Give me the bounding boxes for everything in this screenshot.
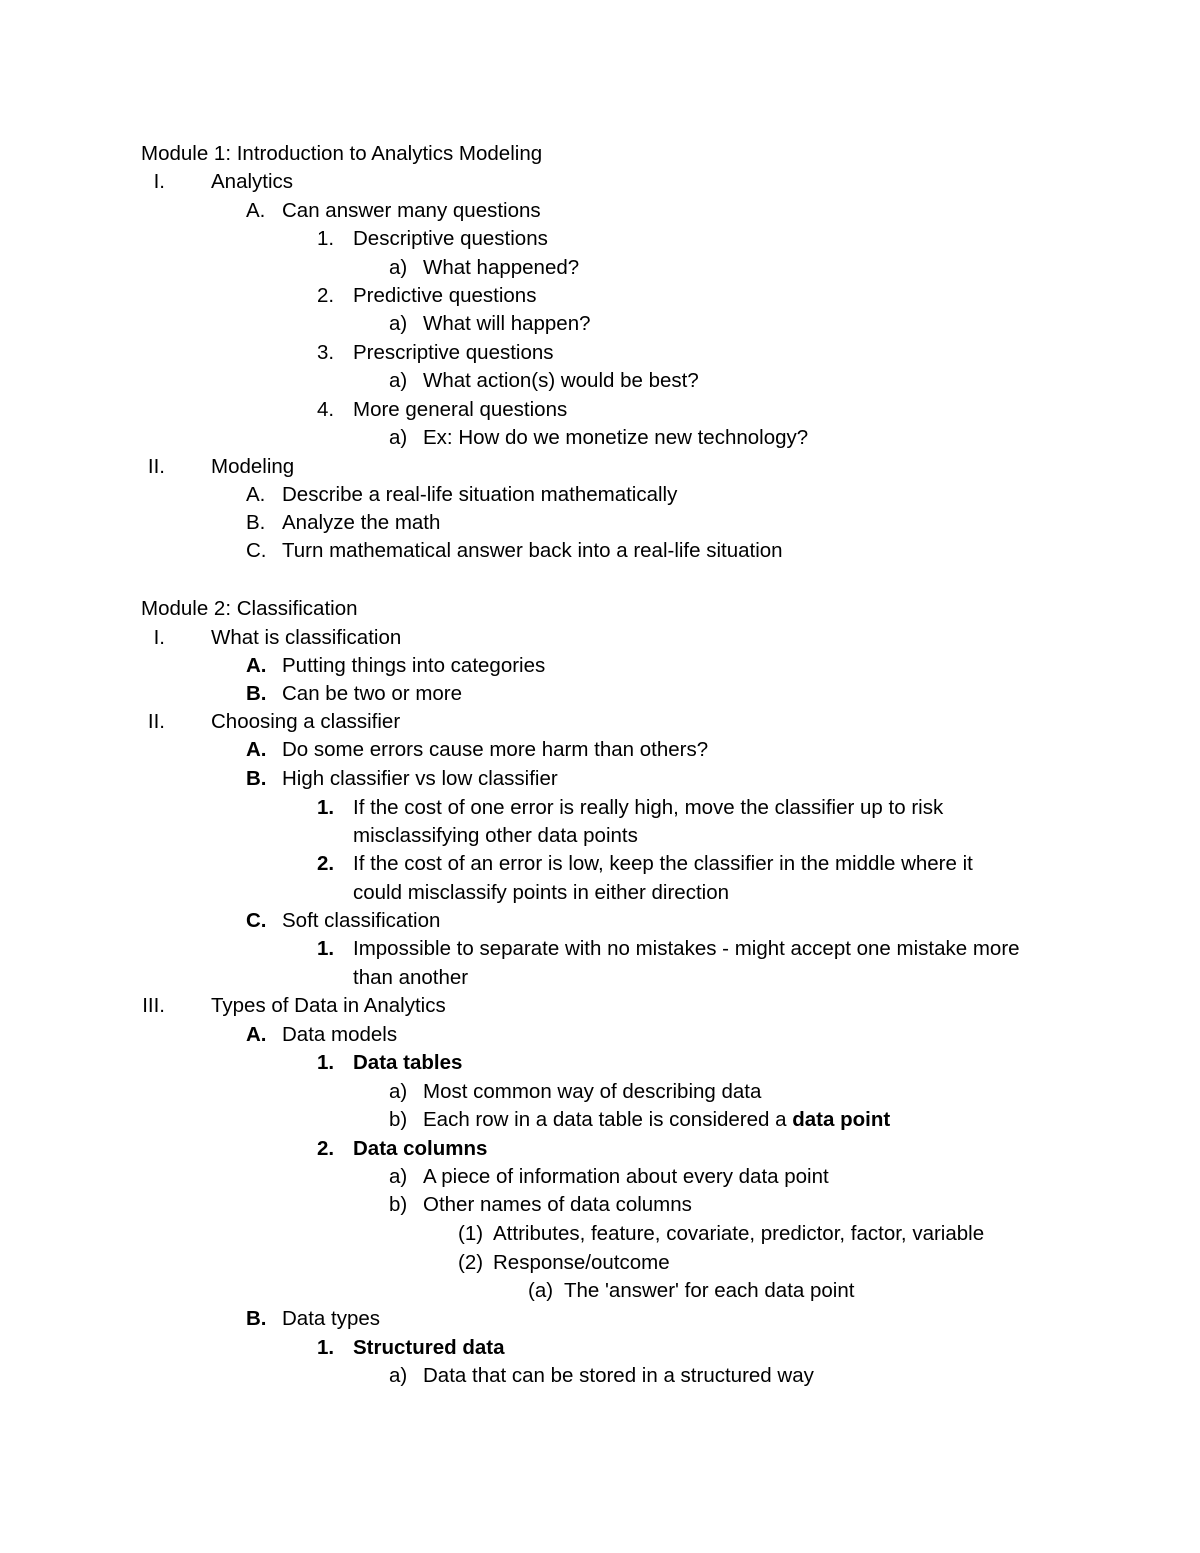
item-marker: a) bbox=[389, 1165, 408, 1188]
item-text: Response/outcome bbox=[493, 1251, 670, 1274]
item-text: Most common way of describing data bbox=[423, 1080, 762, 1103]
item-marker: (1) bbox=[458, 1222, 484, 1245]
outline-item bbox=[317, 398, 567, 422]
item-text: Data that can be stored in a structured way bbox=[423, 1364, 814, 1387]
item-marker: a) bbox=[389, 426, 408, 449]
item-text: Data tables bbox=[353, 1051, 463, 1074]
item-marker: C. bbox=[246, 909, 267, 932]
outline-item bbox=[317, 1336, 505, 1360]
item-text-bold: data point bbox=[792, 1108, 891, 1131]
outline-item bbox=[389, 312, 591, 336]
item-text: Impossible to separate with no mistakes - might accept one mistake more bbox=[353, 937, 1020, 960]
item-text: If the cost of an error is low, keep the classifier in the middle where it bbox=[353, 852, 973, 875]
item-text: What is classification bbox=[211, 626, 402, 649]
outline-item bbox=[246, 483, 677, 507]
outline-item bbox=[141, 455, 294, 479]
item-marker: 2. bbox=[317, 1137, 335, 1160]
outline-item bbox=[317, 1137, 487, 1161]
item-text: Soft classification bbox=[282, 909, 441, 932]
outline-item bbox=[317, 796, 943, 820]
item-marker: A. bbox=[246, 654, 267, 677]
item-text: Do some errors cause more harm than others? bbox=[282, 738, 709, 761]
item-text-continued: misclassifying other data points bbox=[353, 824, 638, 847]
outline-item bbox=[246, 1307, 380, 1331]
item-text: Modeling bbox=[211, 455, 295, 478]
outline-item bbox=[246, 738, 708, 762]
item-text: High classifier vs low classifier bbox=[282, 767, 558, 790]
item-text: What happened? bbox=[423, 256, 580, 279]
item-marker: 1. bbox=[317, 796, 335, 819]
outline-item bbox=[528, 1279, 854, 1303]
outline-item bbox=[389, 369, 699, 393]
item-text-continued: than another bbox=[353, 966, 469, 989]
item-marker: III. bbox=[142, 994, 165, 1017]
item-marker: A. bbox=[246, 1023, 267, 1046]
item-text: Choosing a classifier bbox=[211, 710, 401, 733]
item-text: Ex: How do we monetize new technology? bbox=[423, 426, 809, 449]
item-marker: a) bbox=[389, 1080, 408, 1103]
item-marker: a) bbox=[389, 369, 408, 392]
outline-item bbox=[389, 1108, 890, 1132]
item-text: Data types bbox=[282, 1307, 380, 1330]
outline-item bbox=[317, 1051, 462, 1075]
item-marker: (a) bbox=[528, 1279, 554, 1302]
item-text: Putting things into categories bbox=[282, 654, 546, 677]
item-marker: A. bbox=[246, 199, 266, 222]
outline-item bbox=[317, 852, 973, 876]
item-marker: 2. bbox=[317, 284, 335, 307]
item-text: More general questions bbox=[353, 398, 568, 421]
outline-item bbox=[246, 199, 541, 223]
outline-item bbox=[141, 994, 446, 1018]
outline-item bbox=[389, 1364, 814, 1388]
outline-item bbox=[389, 1165, 829, 1189]
item-marker: 3. bbox=[317, 341, 335, 364]
outline-item bbox=[141, 626, 401, 650]
item-marker: a) bbox=[389, 312, 408, 335]
item-text: What will happen? bbox=[423, 312, 591, 335]
item-marker: II. bbox=[147, 455, 165, 478]
item-text: A piece of information about every data point bbox=[423, 1165, 829, 1188]
outline-item bbox=[246, 767, 558, 791]
item-text: Can answer many questions bbox=[282, 199, 541, 222]
item-text: Types of Data in Analytics bbox=[211, 994, 446, 1017]
item-text: Describe a real-life situation mathematically bbox=[282, 483, 678, 506]
outline-item bbox=[389, 1080, 761, 1104]
outline-item bbox=[141, 170, 293, 194]
item-marker: I. bbox=[153, 170, 165, 193]
outline-item bbox=[389, 1193, 692, 1217]
item-marker: 4. bbox=[317, 398, 335, 421]
outline-item bbox=[458, 1251, 670, 1275]
item-marker: b) bbox=[389, 1108, 408, 1131]
item-text-plain: Each row in a data table is considered a bbox=[423, 1108, 793, 1131]
item-text: The 'answer' for each data point bbox=[564, 1279, 855, 1302]
item-text: Predictive questions bbox=[353, 284, 537, 307]
item-marker: 1. bbox=[317, 1336, 335, 1359]
outline-item bbox=[458, 1222, 984, 1246]
item-marker: a) bbox=[389, 1364, 408, 1387]
item-marker: (2) bbox=[458, 1251, 484, 1274]
item-text: Data models bbox=[282, 1023, 398, 1046]
module-2-title: Module 2: Classification bbox=[141, 597, 358, 620]
item-text: Analyze the math bbox=[282, 511, 441, 534]
item-text: Structured data bbox=[353, 1336, 505, 1359]
item-marker: B. bbox=[246, 1307, 267, 1330]
outline-item bbox=[389, 426, 808, 450]
outline-item bbox=[317, 341, 554, 365]
item-marker: B. bbox=[246, 511, 266, 534]
item-text: Descriptive questions bbox=[353, 227, 548, 250]
module-1-title: Module 1: Introduction to Analytics Modeling bbox=[141, 142, 543, 165]
item-text: Other names of data columns bbox=[423, 1193, 692, 1216]
item-text: Analytics bbox=[211, 170, 294, 193]
item-text: Turn mathematical answer back into a real-life situation bbox=[282, 539, 783, 562]
item-marker: 1. bbox=[317, 227, 335, 250]
item-text bbox=[423, 1108, 890, 1132]
item-marker: 2. bbox=[317, 852, 335, 875]
item-marker: B. bbox=[246, 682, 267, 705]
outline-item bbox=[246, 539, 783, 563]
outline-item bbox=[389, 256, 579, 280]
item-marker: a) bbox=[389, 256, 408, 279]
item-text: What action(s) would be best? bbox=[423, 369, 699, 392]
item-marker: C. bbox=[246, 539, 267, 562]
item-text: Data columns bbox=[353, 1137, 488, 1160]
item-text: Prescriptive questions bbox=[353, 341, 554, 364]
item-marker: I. bbox=[153, 626, 165, 649]
item-marker: II. bbox=[147, 710, 165, 733]
item-text: Can be two or more bbox=[282, 682, 463, 705]
item-marker: B. bbox=[246, 767, 267, 790]
item-text: Attributes, feature, covariate, predictor, factor, variable bbox=[493, 1222, 985, 1245]
outline-item bbox=[246, 682, 462, 706]
outline-item bbox=[317, 227, 548, 251]
item-text: If the cost of one error is really high, move the classifier up to risk bbox=[353, 796, 944, 819]
outline-item bbox=[141, 710, 400, 734]
item-marker: b) bbox=[389, 1193, 408, 1216]
outline-item bbox=[246, 511, 440, 535]
outline-item bbox=[317, 937, 1020, 961]
outline-item bbox=[317, 284, 536, 308]
outline-item bbox=[246, 909, 440, 933]
outline-item bbox=[246, 1023, 397, 1047]
item-marker: A. bbox=[246, 738, 267, 761]
outline-item bbox=[246, 654, 545, 678]
item-marker: 1. bbox=[317, 1051, 335, 1074]
item-text-continued: could misclassify points in either direction bbox=[353, 881, 729, 904]
item-marker: 1. bbox=[317, 937, 335, 960]
item-marker: A. bbox=[246, 483, 266, 506]
